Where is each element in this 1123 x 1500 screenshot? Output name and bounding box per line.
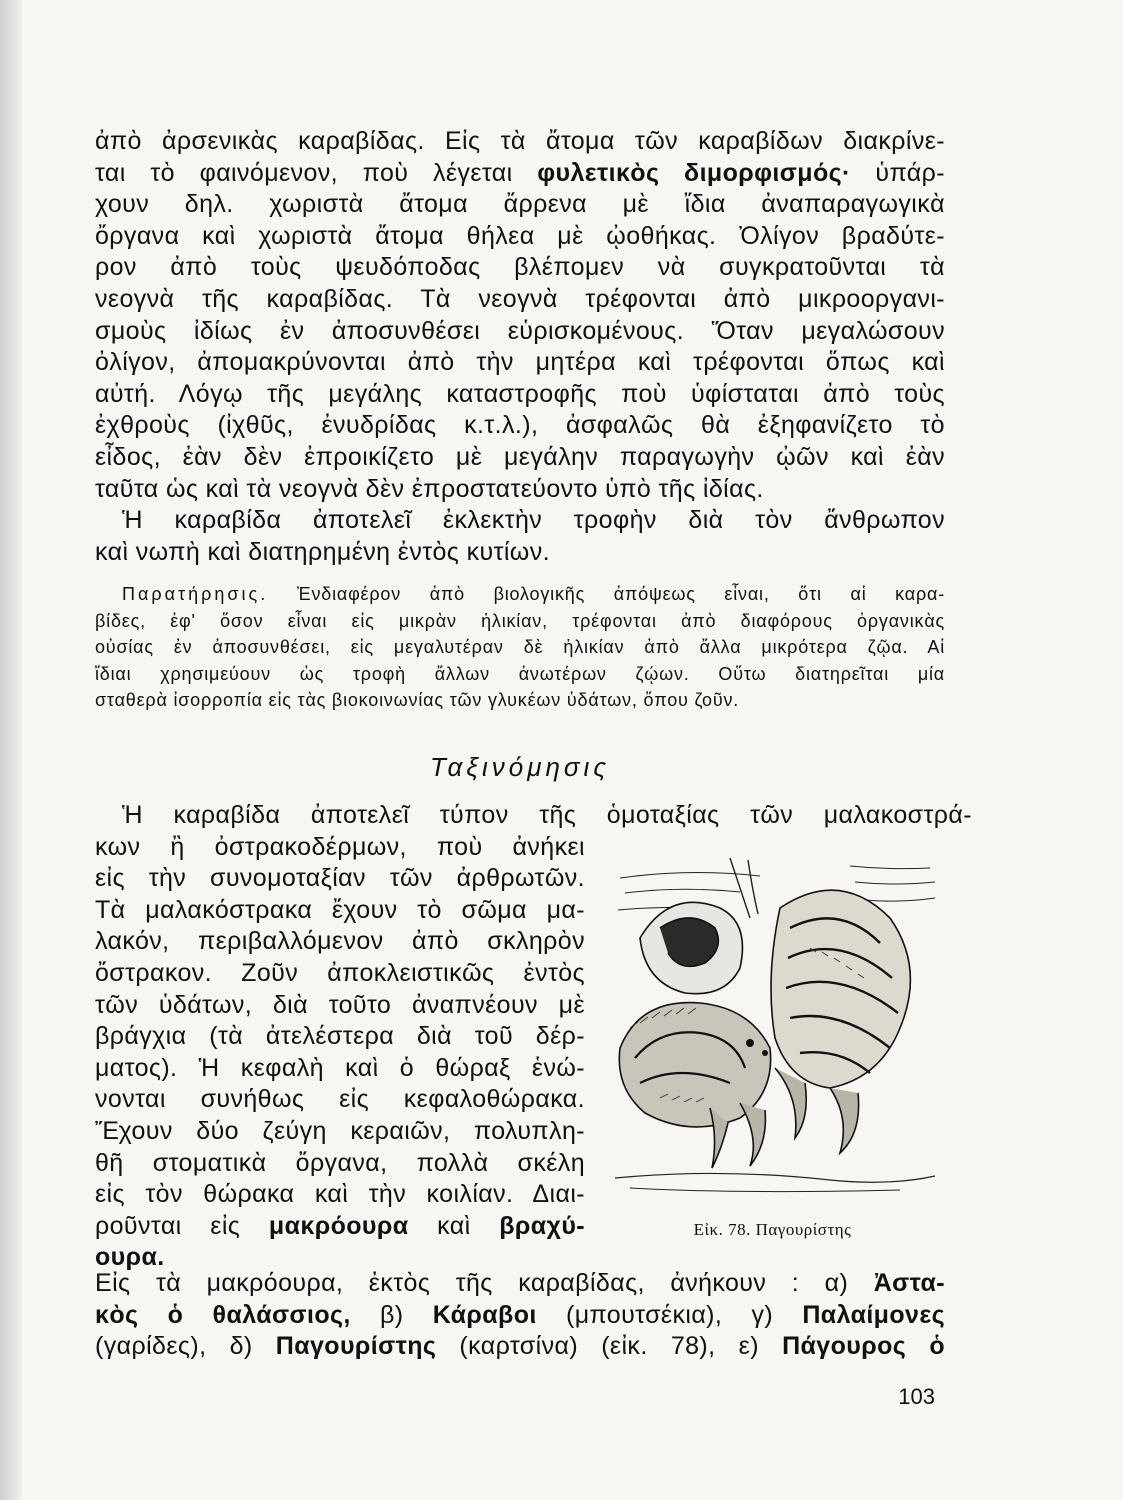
text-line: ἐχθροὺς (ἰχθῦς, ἐνυδρίδας κ.τ.λ.), ἀσφαλῶς θὰ ἐξηφανίζετο τὸ [95, 411, 945, 440]
note-line: ἴδιαι χρησιμεύουν ὡς τροφὴ ἄλλων ἀνωτέρων ζῴων. Οὕτω διατηρεῖται μία [95, 663, 945, 684]
text-line: κὸς ὁ θαλάσσιος, β) Κάραβοι (μπουτσέκια), γ) Παλαίμονες [95, 1300, 946, 1329]
top-paragraph [95, 126, 945, 568]
text-line: ροῦνται εἰς μακρόουρα καὶ βραχύ- [95, 1211, 586, 1240]
text-line: ταῦτα ὡς καὶ τὰ νεογνὰ δὲν ἐπροστατεύοντο ὑπὸ τῆς ἰδίας. [95, 474, 764, 503]
bold-term: Παλαίμονες [802, 1300, 946, 1329]
text-line: σμοὺς ἰδίως ἐν ἀποσυνθέσει εὑρισκομένους. Ὅταν μεγαλώσουν [95, 316, 945, 345]
text-line: θῆ στοματικὰ ὄργανα, πολλὰ σκέλη [95, 1148, 585, 1177]
text-line: κων ἢ ὀστρακοδέρμων, ποὺ ἀνήκει [95, 832, 585, 861]
text-line: ματος). Ἡ κεφαλὴ καὶ ὁ θώραξ ἑνώ- [95, 1053, 585, 1082]
note-line: σταθερὰ ἰσορροπία εἰς τὰς βιοκοινωνίας τῶν γλυκέων ὑδάτων, ὅπου ζοῦν. [95, 690, 740, 711]
text-line: ὀλίγον, ἀπομακρύνονται ἀπὸ τὴν μητέρα καὶ τρέφονται ὅπως καὶ [95, 348, 945, 377]
bold-term: ουρα. [95, 1243, 165, 1272]
figure-caption: Εἰκ. 78. Παγουρίστης [693, 1220, 852, 1239]
text-line: ὄστρακον. Ζοῦν ἀποκλειστικῶς ἐντὸς [95, 958, 585, 987]
note-label: Παρατήρησις. [122, 584, 269, 604]
note-line: βίδες, ἐφ' ὅσον εἶναι εἰς μικρὰν ἡλικίαν, τρέφονται ἀπὸ διαφόρους ὀργανικὰς [95, 610, 945, 631]
note-line: οὐσίας ἐν ἀποσυνθέσει, εἰς μεγαλυτέραν δὲ ἡλικίαν ἀπὸ ἄλλα μικρότερα ζῷα. Αἱ [95, 637, 945, 658]
bold-term: μακρόουρα [268, 1211, 409, 1240]
bold-term: Κάραβοι [432, 1300, 537, 1329]
text-line: εἰς τὴν συνομοταξίαν τῶν ἀρθρωτῶν. [95, 864, 585, 893]
text-line: τῶν ὑδάτων, διὰ τοῦτο ἀναπνέουν μὲ [95, 990, 585, 1019]
text-line: (γαρίδες), δ) Παγουρίστης (καρτσίνα) (εἰκ. 78), ε) Πάγουρος ὁ [95, 1332, 945, 1361]
text-line: Ἡ καραβίδα ἀποτελεῖ τύπον τῆς ὁμοταξίας τῶν μαλακοστρά- [122, 801, 972, 829]
page-number: 103 [898, 1384, 935, 1409]
bold-term: Πάγουρος ὁ [782, 1332, 945, 1361]
note-line: Παρατήρησις. Ἐνδιαφέρον ἀπὸ βιολογικῆς ἀπόψεως εἶναι, ὅτι αἱ καρα- [122, 584, 945, 604]
text-line: εἶδος, ἐὰν δὲν ἐπροικίζετο μὲ μεγάλην παραγωγὴν ᾠῶν καὶ ἐὰν [95, 442, 945, 471]
text-line: Τὰ μαλακόστρακα ἔχουν τὸ σῶμα μα- [95, 895, 585, 924]
text-line: αὐτή. Λόγῳ τῆς μεγάλης καταστροφῆς ποὺ ὑφίσταται ἀπὸ τοὺς [95, 379, 945, 408]
text-line: Ἔχουν δύο ζεύγη κεραιῶν, πολυπλη- [95, 1116, 585, 1145]
observation-note [95, 581, 945, 714]
text-line: νονται συνήθως εἰς κεφαλοθώρακα. [95, 1085, 585, 1114]
text-line: ται τὸ φαινόμενον, ποὺ λέγεται φυλετικὸς διμορφισμός· ὑπάρ- [95, 158, 945, 187]
text-line: νεογνὰ τῆς καραβίδας. Τὰ νεογνὰ τρέφονται ἀπὸ μικροοργανι- [95, 284, 945, 313]
text-line: χουν δηλ. χωριστὰ ἄτομα ἄρρενα μὲ ἴδια ἀναπαραγωγικὰ [95, 190, 945, 219]
text-line: εἰς τὸν θώρακα καὶ τὴν κοιλίαν. Διαι- [95, 1180, 585, 1209]
text-line: καὶ νωπὴ καὶ διατηρημένη ἐντὸς κυτίων. [95, 537, 550, 566]
bold-term: Παγουρίστης [275, 1332, 437, 1361]
bold-term: κὸς ὁ θαλάσσιος, [95, 1300, 351, 1329]
text-line: ὄργανα καὶ χωριστὰ ἄτομα θήλεα μὲ ᾠοθήκας. Ὀλίγον βραδύτε- [95, 221, 945, 250]
section-title: Ταξινόμησις [430, 752, 610, 782]
bold-term: βραχύ- [499, 1211, 586, 1240]
bold-term: φυλετικὸς διμορφισμός· [537, 158, 851, 187]
text-line: λακόν, περιβαλλόμενον ἀπὸ σκληρὸν [95, 927, 585, 956]
text-line: ἀπὸ ἀρσενικὰς καραβίδας. Εἰς τὰ ἄτομα τῶν καραβίδων διακρίνε- [95, 127, 945, 155]
hermit-crab-illustration [600, 848, 945, 1198]
text-line: Ἡ καραβίδα ἀποτελεῖ ἐκλεκτὴν τροφὴν διὰ τὸν ἄνθρωπον [122, 506, 945, 535]
bottom-paragraph [95, 1268, 945, 1363]
text-line: βράγχια (τὰ ἀτελέστερα διὰ τοῦ δέρ- [95, 1022, 585, 1051]
text-line: Εἰς τὰ μακρόουρα, ἐκτὸς τῆς καραβίδας, ἀνήκουν : α) Ἀστα- [95, 1269, 945, 1297]
bold-term: Ἀστα- [873, 1269, 945, 1297]
page-gutter-shadow [0, 0, 22, 1500]
text-line: ρον ἀπὸ τοὺς ψευδόποδας βλέπομεν νὰ συγκρατοῦνται τὰ [95, 253, 945, 282]
